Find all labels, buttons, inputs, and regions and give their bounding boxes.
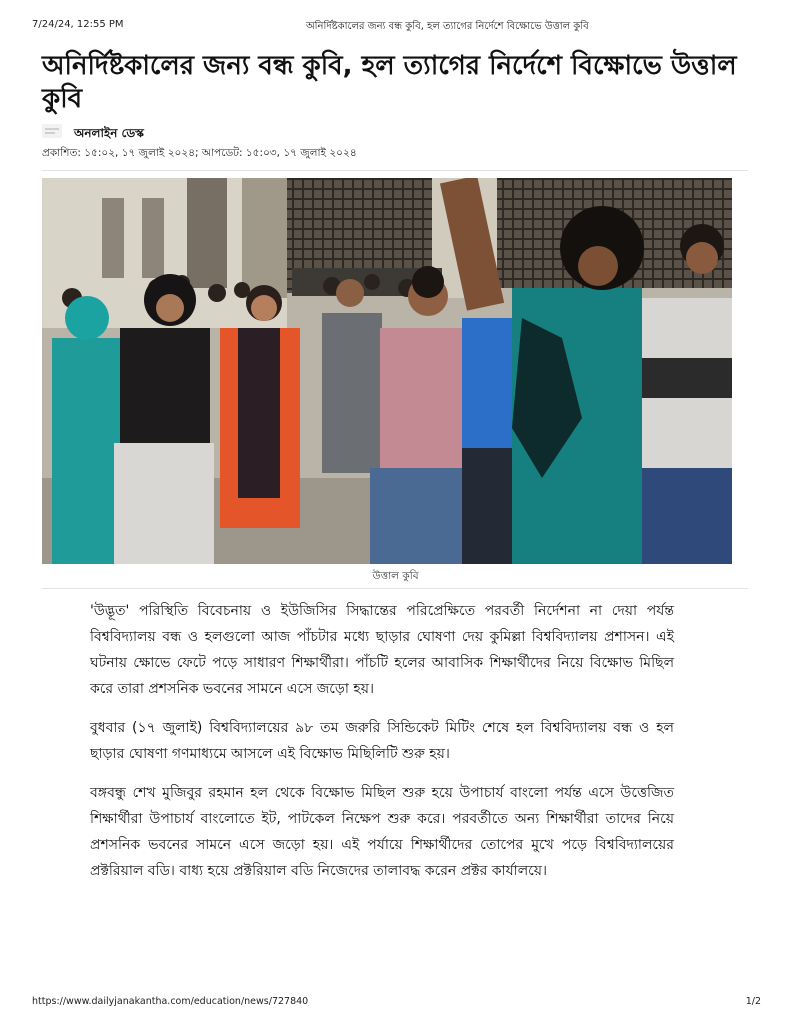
- article-body: [90, 598, 674, 897]
- print-footer-url[interactable]: https://www.dailyjanakantha.com/education/news/727840: [32, 996, 309, 1007]
- protest-photo-illustration: [42, 178, 732, 564]
- article-author[interactable]: অনলাইন ডেস্ক: [74, 126, 144, 140]
- publish-info: প্রকাশিত: ১৫:০২, ১৭ জুলাই ২০২৪; আপডেট: ১৫:০৩, ১৭ জুলাই ২০২৪: [42, 147, 357, 159]
- article-paragraph: বুধবার (১৭ জুলাই) বিশ্ববিদ্যালয়ের ৯৮ তম জরুরি সিন্ডিকেট মিটিং শেষে হল বিশ্ববিদ্যালয় বন্ধ ও হল ছাড়ার ঘোষণা গণমাধ্যমে আসলে এই বিক্ষোভ মিছিলিটি শুরু হয়।: [90, 720, 674, 762]
- divider: [42, 588, 748, 589]
- image-caption: উত্তাল কুবি: [372, 570, 419, 582]
- divider: [42, 170, 748, 171]
- print-page-number: 1/2: [745, 996, 761, 1007]
- print-page-title: অনির্দিষ্টকালের জন্য বন্ধ কুবি, হল ত্যাগের নির্দেশে বিক্ষোভে উত্তাল কুবি: [306, 21, 589, 32]
- article-paragraph: বঙ্গবন্ধু শেখ মুজিবুর রহমান হল থেকে বিক্ষোভ মিছিল শুরু হয়ে উপাচার্য বাংলো পর্যন্ত এসে উত্তেজিত শিক্ষার্থীরা উপাচার্য বাংলোতে ইট, পাটকেল নিক্ষেপ শুরু করে। পরবর্তীতে অন্য শিক্ষার্থীরা তাদের নিয়ে প্রশসনিক ভবনের সামনে এসে জড়ো হয়। এই পর্যায়ে শিক্ষার্থীদের তোপের মুখে পড়ে বিশ্ববিদ্যালয়ের প্রক্টরিয়াল বডি। বাধ্য হয়ে প্রক্টরিয়াল বডি নিজেদের তালাবদ্ধ করেন প্রক্টর কার্যালয়ে।: [90, 785, 674, 879]
- article-title: অনির্দিষ্টকালের জন্য বন্ধ কুবি, হল ত্যাগের নির্দেশে বিক্ষোভে উত্তাল কুবি: [42, 51, 737, 114]
- article-photo: [42, 178, 732, 564]
- article-paragraph: 'উদ্ভূত' পরিস্থিতি বিবেচনায় ও ইউজিসির সিদ্ধান্তের পরিপ্রেক্ষিতে পরবর্তী নির্দেশনা না দেয়া পর্যন্ত বিশ্ববিদ্যালয় বন্ধ ও হলগুলো আজ পাঁচটার মধ্যে ছাড়ার ঘোষণা দেয় কুমিল্লা বিশ্ববিদ্যালয় প্রশাসন। এই ঘটনায় ক্ষোভে ফেটে পড়ে সাধারণ শিক্ষার্থীরা। পাঁচটি হলের আবাসিক শিক্ষার্থীদের নিয়ে বিক্ষোভ মিছিল করে তারা প্রশসনিক ভবনের সামনে এসে জড়ো হয়।: [90, 603, 674, 697]
- author-logo-icon: [42, 124, 62, 138]
- print-datetime: 7/24/24, 12:55 PM: [32, 19, 124, 30]
